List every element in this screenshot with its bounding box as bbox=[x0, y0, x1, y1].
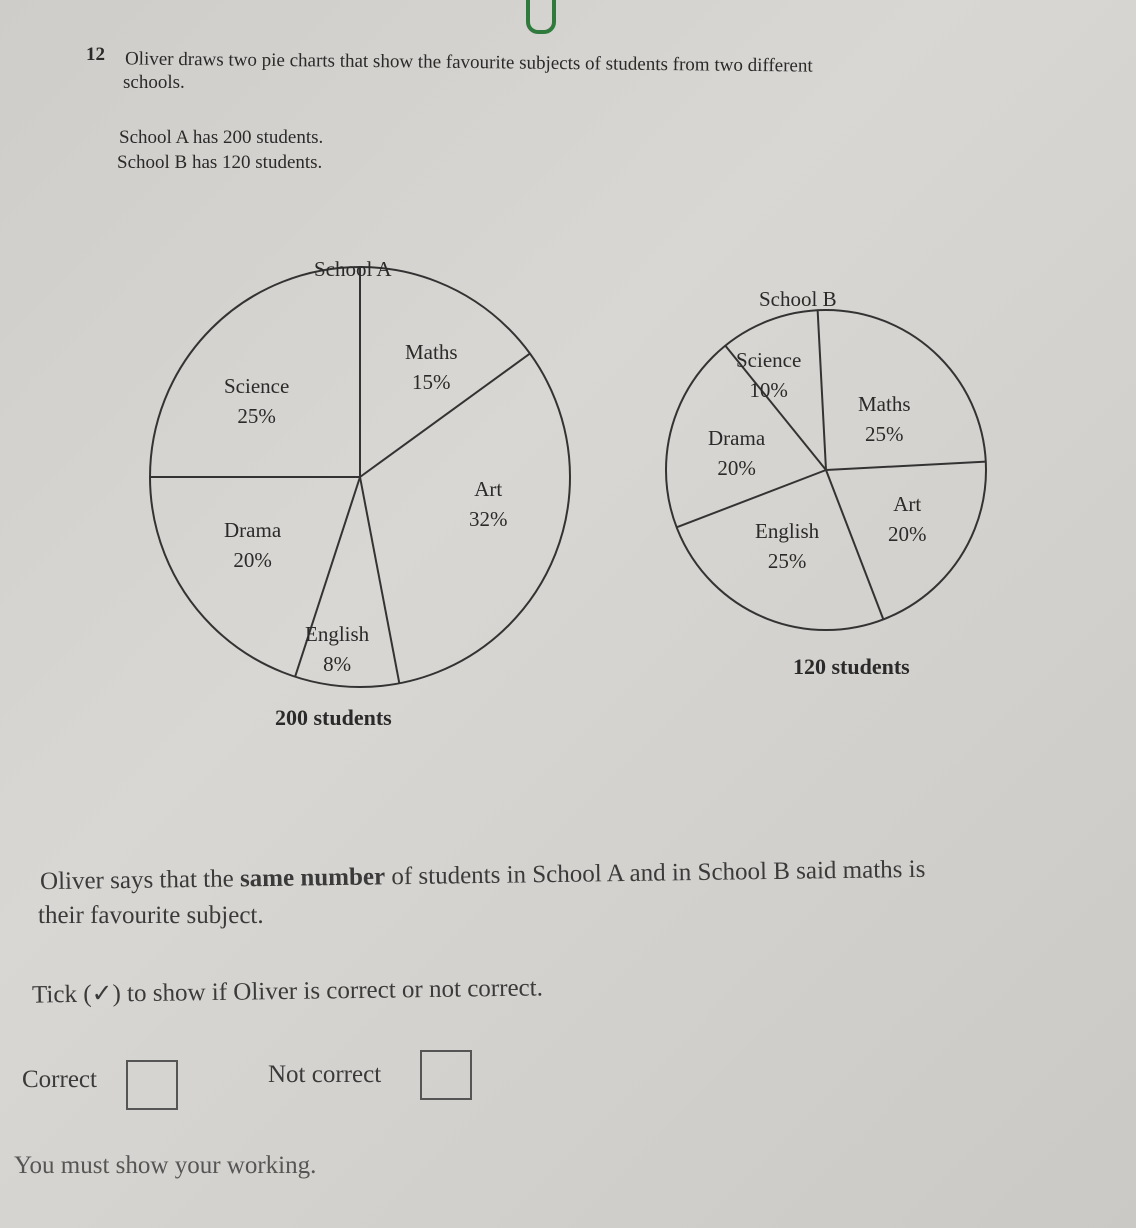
school-b-info: School B has 120 students. bbox=[117, 152, 323, 173]
pie-b-title: School B bbox=[759, 287, 837, 311]
instruction: Tick (✓) to show if Oliver is correct or not correct. bbox=[31, 974, 544, 1009]
pie-b-label-science: Science 10% bbox=[736, 348, 802, 402]
question-text-line2: schools. bbox=[123, 72, 185, 93]
pie-a-label-drama: Drama 20% bbox=[224, 518, 282, 572]
pie-a-label-english: English 8% bbox=[305, 622, 370, 676]
pie-a-title: School A bbox=[314, 257, 392, 281]
pie-b-label-art: Art 20% bbox=[888, 492, 927, 546]
question-text-line1: Oliver draws two pie charts that show the favourite subjects of students from two different bbox=[124, 48, 813, 77]
pie-slice-boundary-maths bbox=[818, 310, 826, 470]
working-instruction: You must show your working. bbox=[14, 1152, 317, 1179]
pie-b-label-maths: Maths 25% bbox=[858, 392, 911, 446]
pie-b-footer: 120 students bbox=[793, 654, 910, 679]
pie-slice-boundary-art bbox=[826, 462, 986, 470]
school-a-info: School A has 200 students. bbox=[119, 127, 324, 148]
option-correct-label: Correct bbox=[22, 1066, 97, 1093]
pie-b-label-english: English 25% bbox=[755, 519, 820, 573]
statement-line1: Oliver says that the same number of students in School A and in School B said maths is bbox=[39, 855, 926, 896]
option-not-correct-label: Not correct bbox=[268, 1061, 382, 1088]
pie-a-label-science: Science 25% bbox=[224, 374, 290, 428]
pie-a-footer: 200 students bbox=[275, 705, 392, 730]
pie-slice-boundary-english bbox=[826, 470, 883, 619]
pie-b-label-drama: Drama 20% bbox=[708, 426, 766, 480]
statement-line2: their favourite subject. bbox=[38, 902, 264, 929]
question-number: 12 bbox=[86, 44, 105, 65]
correct-checkbox[interactable] bbox=[126, 1060, 178, 1110]
not-correct-checkbox[interactable] bbox=[420, 1050, 472, 1100]
pie-a-label-art: Art 32% bbox=[469, 477, 508, 531]
pie-a-label-maths: Maths 15% bbox=[405, 340, 458, 394]
